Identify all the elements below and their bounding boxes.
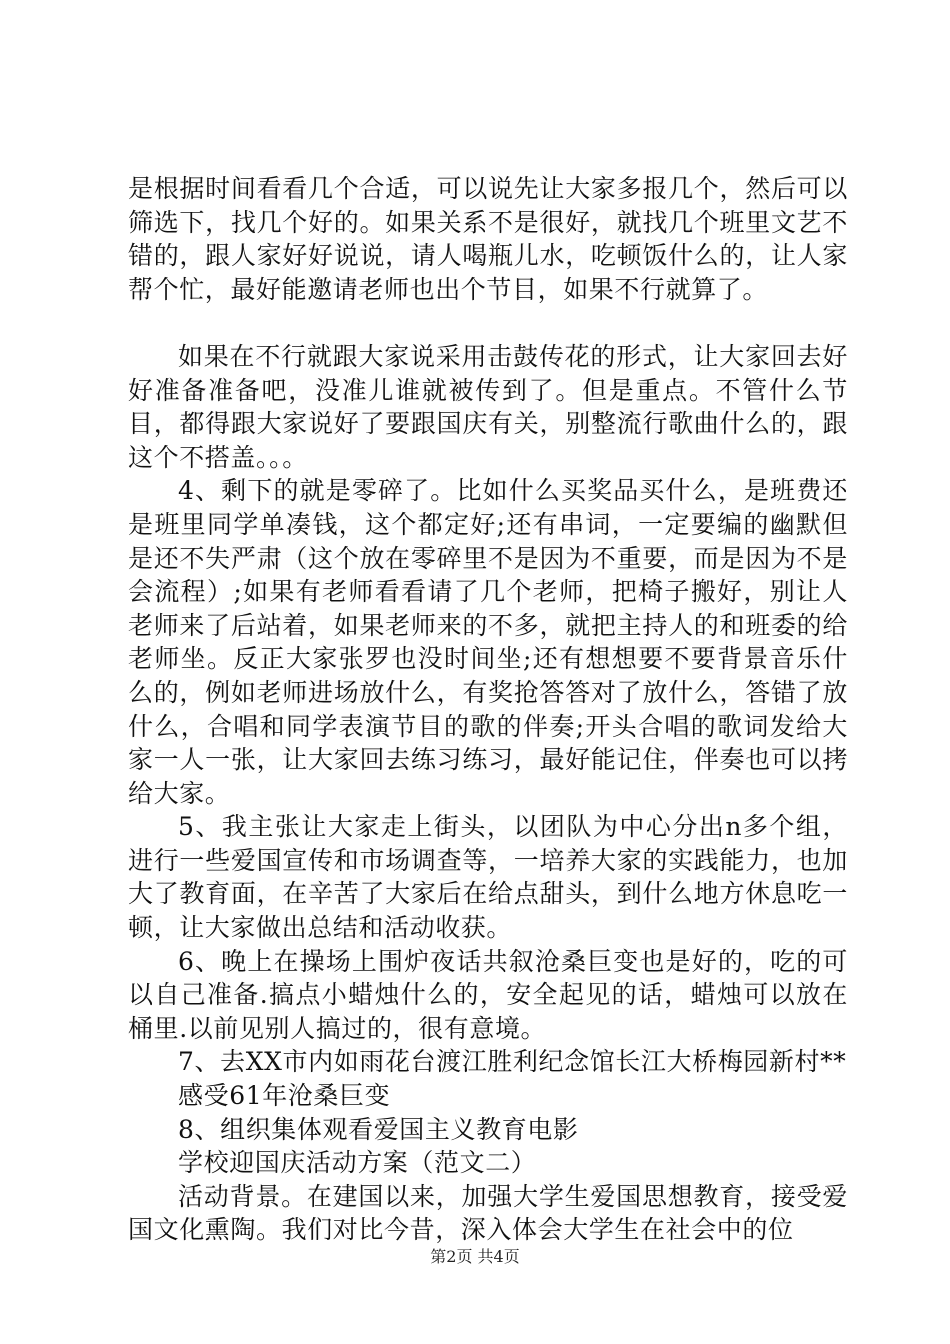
paragraph-feel-changes: 感受61年沧桑巨变 (178, 1081, 391, 1111)
paragraph-item-8: 8、组织集体观看爱国主义教育电影 (178, 1114, 579, 1144)
section-heading: 学校迎国庆活动方案（范文二） (178, 1148, 537, 1178)
page-number-label: 第2页 共4页 (430, 1247, 520, 1266)
paragraph-gap (128, 306, 848, 340)
document-body (128, 172, 848, 1247)
paragraph-continuation: 是根据时间看看几个合适，可以说先让大家多报几个，然后可以筛选下，找几个好的。如果关系不是很好，就找几个班里文艺不错的，跟人家好好说说，请人喝瓶儿水，吃顿饭什么的，让人家帮个忙，最好能邀请老师也出个节目，如果不行就算了。 (128, 174, 848, 304)
paragraph-background: 活动背景。在建国以来，加强大学生爱国思想教育，接受爱国文化熏陶。我们对比今昔，深入体会大学生在社会中的位 (128, 1181, 848, 1245)
page-footer (0, 1244, 950, 1267)
paragraph-item-4: 4、剩下的就是零碎了。比如什么买奖品买什么，是班费还是班里同学单凑钱，这个都定好;还有串词，一定要编的幽默但是还不失严肃（这个放在零碎里不是因为不重要，而是因为不是会流程）;如果有老师看看请了几个老师，把椅子搬好，别让人老师来了后站着，如果老师来的不多，就把主持人的和班委的给老师坐。反正大家张罗也没时间坐;还有想想要不要背景音乐什么的，例如老师进场放什么，有奖抢答答对了放什么，答错了放什么，合唱和同学表演节目的歌的伴奏;开头合唱的歌词发给大家一人一张，让大家回去练习练习，最好能记住，伴奏也可以拷给大家。 (128, 476, 848, 808)
paragraph-item-7: 7、去XX市内如雨花台渡江胜利纪念馆长江大桥梅园新村** (178, 1047, 847, 1077)
paragraph-item-6: 6、晚上在操场上围炉夜话共叙沧桑巨变也是好的，吃的可以自己准备.搞点小蜡烛什么的，安全起见的话，蜡烛可以放在桶里.以前见别人搞过的，很有意境。 (128, 946, 848, 1043)
paragraph-drum-game: 如果在不行就跟大家说采用击鼓传花的形式，让大家回去好好准备准备吧，没准儿谁就被传到了。但是重点。不管什么节目，都得跟大家说好了要跟国庆有关，别整流行歌曲什么的，跟这个不搭盖。。。 (128, 341, 848, 472)
paragraph-item-5: 5、我主张让大家走上街头，以团队为中心分出n多个组，进行一些爱国宣传和市场调查等，一培养大家的实践能力，也加大了教育面，在辛苦了大家后在给点甜头，到什么地方休息吃一顿，让大家做出总结和活动收获。 (128, 812, 848, 943)
